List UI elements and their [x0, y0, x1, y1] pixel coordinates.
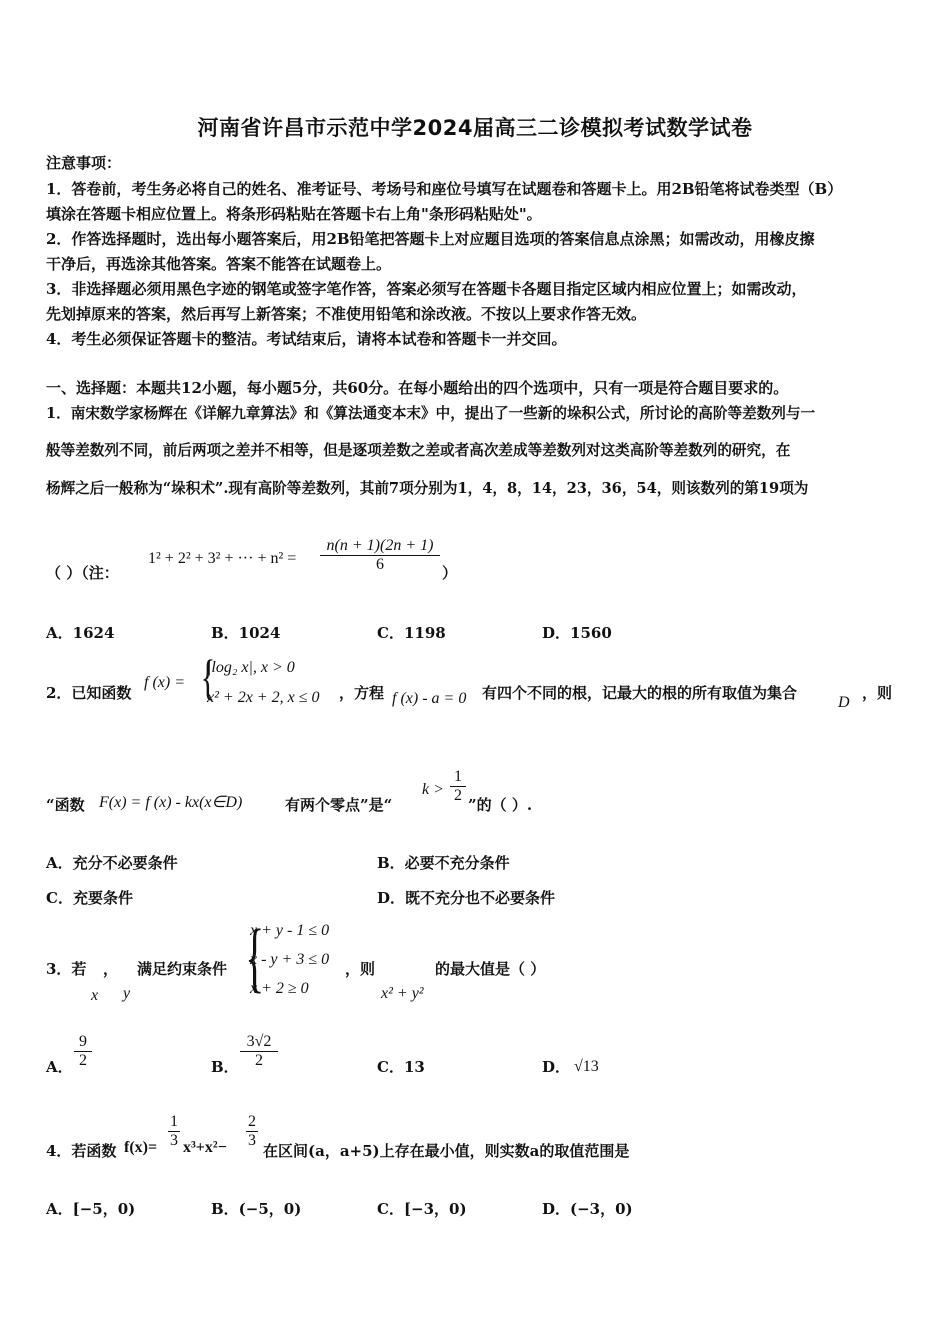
- q3-option-a-denominator: 2: [79, 1052, 87, 1069]
- question-2-line2-b: 有两个零点”是“: [285, 796, 393, 814]
- question-1-text: 1．南宋数学家杨辉在《详解九章算法》和《算法通变本末》中，提出了一些新的垛积公式，所讨论的高阶等差数列与一: [46, 405, 816, 422]
- q2-set-d: D: [838, 694, 850, 711]
- q2-equation: f (x) - a = 0: [392, 690, 467, 707]
- q4-f: f(x)=: [124, 1139, 158, 1156]
- notice-line: 4．考生必须保证答题卡的整洁。考试结束后，请将本试卷和答题卡一并交回。: [46, 330, 567, 348]
- q4-mid: x³+x²−: [183, 1139, 227, 1156]
- section-heading: 一、选择题：本题共12小题，每小题5分，共60分。在每小题给出的四个选项中，只有一项是符合题目要求的。: [46, 379, 789, 397]
- q4-fraction-2: [246, 1113, 258, 1150]
- question-4-prefix: 4．若函数: [46, 1142, 117, 1160]
- question-3-comma: ，: [103, 960, 119, 978]
- question-2-line2-c: ”的（ ）.: [468, 796, 533, 814]
- q2-k-fraction: [450, 768, 466, 805]
- q2-k-numerator: 1: [450, 768, 466, 787]
- question-1-option-d[interactable]: D．1560: [542, 624, 612, 642]
- notice-line: 2．作答选择题时，选出每小题答案后，用2B铅笔把答题卡上对应题目选项的答案信息点涂黑；如需改动，用橡皮擦: [46, 230, 815, 248]
- piecewise-case-2: x² + 2x + 2, x ≤ 0: [207, 689, 320, 706]
- formula-numerator: n(n + 1)(2n + 1): [320, 537, 440, 556]
- question-3-prefix: 3．若: [46, 960, 87, 978]
- page-title: 河南省许昌市示范中学2024届高三二诊模拟考试数学试卷: [197, 116, 753, 140]
- notice-line: 先划掉原来的答案，然后再写上新答案；不准使用铅笔和涂改液。不按以上要求作答无效。: [46, 305, 647, 323]
- question-3-option-c[interactable]: C．13: [377, 1058, 425, 1076]
- sum-of-squares-formula: [148, 550, 296, 568]
- formula-fraction: [320, 537, 440, 574]
- question-1-text: 杨辉之后一般称为“垛积术”.现有高阶等差数列，其前7项分别为1，4，8，14，23，36，54，则该数列的第19项为: [46, 480, 809, 497]
- q3-option-b-fraction: [240, 1033, 278, 1070]
- q2-k-denominator: 2: [454, 787, 462, 804]
- q4-fraction-2-denominator: 3: [248, 1132, 256, 1149]
- q2-k-expression: k >: [422, 781, 444, 798]
- option-b-label: B．: [211, 1058, 239, 1076]
- question-4-suffix: 在区间(a，a+5)上存在最小值，则实数a的取值范围是: [263, 1142, 630, 1160]
- formula-left: 1² + 2² + 3² + ··· + n² =: [148, 550, 297, 567]
- question-1-suffix: ）: [442, 564, 458, 582]
- question-4-option-c[interactable]: C．[−3，0): [377, 1200, 467, 1218]
- piecewise-brace: {: [200, 649, 216, 705]
- q4-fraction-1: [168, 1113, 180, 1150]
- q3-option-d-value: √13: [574, 1058, 599, 1075]
- question-2-option-d[interactable]: D．既不充分也不必要条件: [377, 889, 556, 907]
- question-1-option-a[interactable]: A．1624: [46, 624, 115, 642]
- question-1-option-b[interactable]: B．1024: [211, 624, 281, 642]
- q3-var-y: y: [123, 985, 131, 1002]
- notice-line: 1．答卷前，考生务必将自己的姓名、准考证号、考场号和座位号填写在试题卷和答题卡上。用2B铅笔将试卷类型（B）: [46, 180, 843, 198]
- question-2-end: ，则: [862, 684, 893, 702]
- question-3-ask: 的最大值是（ ）: [435, 960, 546, 978]
- question-2-option-a[interactable]: A．充分不必要条件: [46, 854, 178, 872]
- notice-line: 填涂在答题卡相应位置上。将条形码粘贴在答题卡右上角"条形码粘贴处"。: [46, 205, 542, 223]
- formula-denominator: 6: [376, 556, 384, 573]
- question-4-option-d[interactable]: D．(−3，0): [542, 1200, 633, 1218]
- q2-F-expression: F(x) = f (x) - kx(x∈D): [99, 794, 243, 811]
- q3-target: x² + y²: [381, 985, 424, 1002]
- question-1-prefix: （ ）（注：: [46, 564, 119, 582]
- q4-fraction-1-denominator: 3: [170, 1132, 178, 1149]
- option-d-label: D．: [542, 1058, 571, 1076]
- question-2-line2-a: “函数: [46, 796, 85, 814]
- question-3-option-d[interactable]: [542, 1056, 570, 1077]
- q3-option-a-numerator: 9: [74, 1033, 92, 1052]
- q3-option-b-numerator: 3√2: [240, 1033, 278, 1052]
- q4-fraction-1-numerator: 1: [170, 1113, 178, 1130]
- question-1-option-c[interactable]: C．1198: [377, 624, 446, 642]
- question-3-option-a[interactable]: [46, 1056, 73, 1077]
- q3-option-a-fraction: [74, 1033, 92, 1070]
- question-4-option-b[interactable]: B．(−5，0): [211, 1200, 302, 1218]
- q3-constraint-3: x + 2 ≥ 0: [250, 980, 309, 997]
- piecewise-case-1: |log₂ x|, x > 0: [207, 659, 295, 676]
- q2-f-label: f (x) =: [144, 674, 185, 691]
- question-2-option-b[interactable]: B．必要不充分条件: [377, 854, 510, 872]
- q3-option-b-denominator: 2: [255, 1052, 263, 1069]
- notice-line: 干净后，再选涂其他答案。答案不能答在试题卷上。: [46, 255, 392, 273]
- q3-constraint-1: x + y - 1 ≤ 0: [250, 922, 330, 939]
- option-a-label: A．: [46, 1058, 73, 1076]
- question-3-then: ，则: [345, 960, 376, 978]
- question-3-option-b[interactable]: [211, 1056, 239, 1077]
- q4-fraction-2-numerator: 2: [248, 1113, 256, 1130]
- q3-constraint-2: x - y + 3 ≤ 0: [250, 951, 330, 968]
- question-2-prefix: 2．已知函数: [46, 684, 132, 702]
- notice-line: 3．非选择题必须用黑色字迹的钢笔或签字笔作答，答案必须写在答题卡各题目指定区域内相应位置上；如需改动，: [46, 280, 807, 298]
- question-2-mid2: 有四个不同的根，记最大的根的所有取值为集合: [482, 684, 798, 702]
- question-3-condition: 满足约束条件: [137, 960, 228, 978]
- question-4-option-a[interactable]: A．[−5，0): [46, 1200, 136, 1218]
- notice-heading: 注意事项：: [46, 154, 122, 172]
- question-1-text: 般等差数列不同，前后两项之差并不相等，但是逐项差数之差或者高次差成等差数列对这类高阶等差数列的研究，在: [46, 442, 791, 459]
- question-2-mid1: ，方程: [339, 684, 385, 702]
- constraint-brace: {: [245, 913, 265, 1000]
- q3-var-x: x: [91, 987, 99, 1004]
- question-2-option-c[interactable]: C．充要条件: [46, 889, 133, 907]
